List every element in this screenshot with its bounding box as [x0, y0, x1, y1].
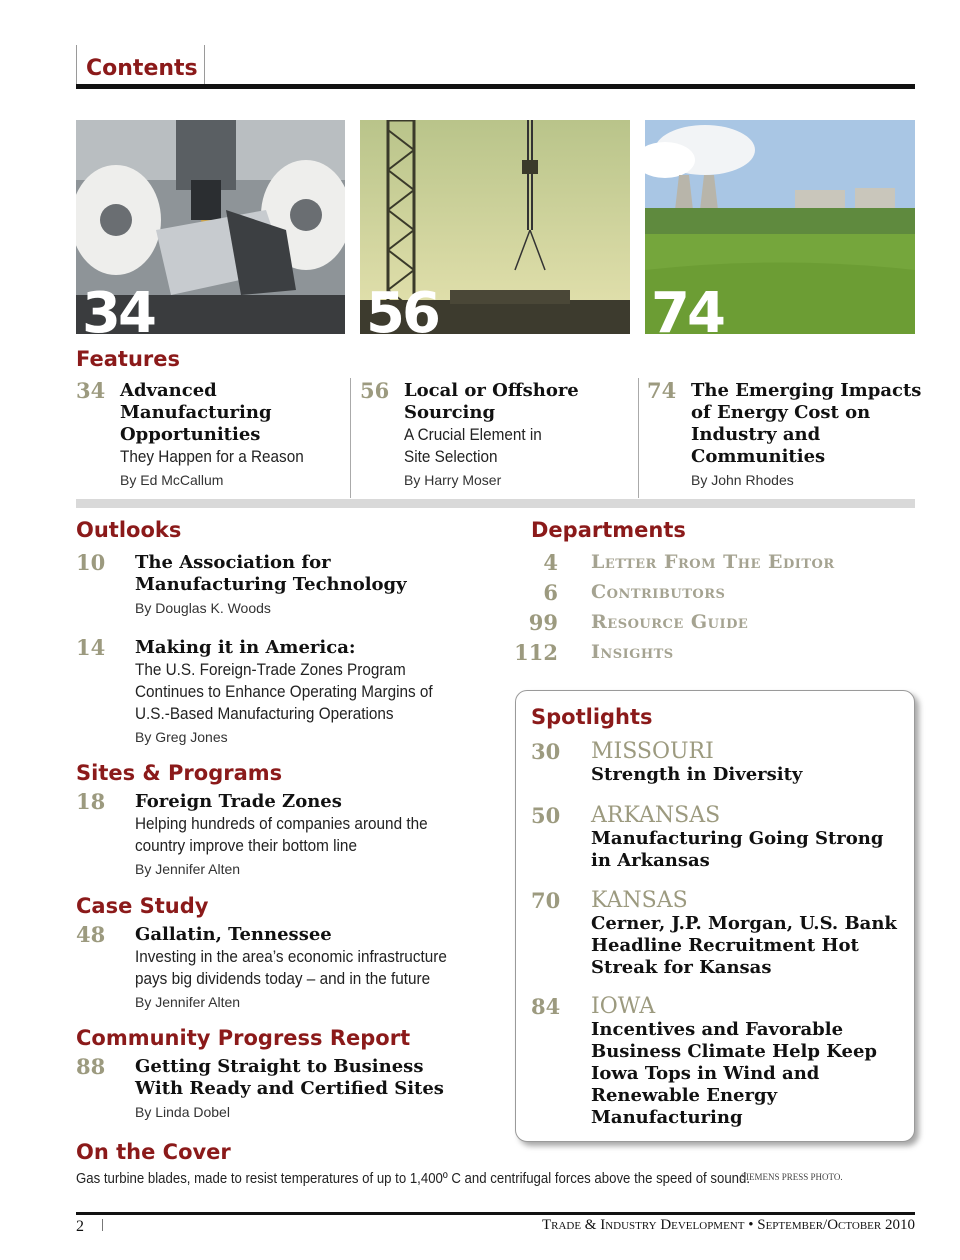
spotlight-state: ARKANSAS — [591, 803, 721, 828]
article-title-line: Manufacturing Going Strong — [591, 828, 884, 849]
spotlight-page-number: 70 — [531, 888, 561, 913]
article-title-line: Manufacturing — [591, 1107, 743, 1128]
header-rule — [76, 84, 915, 89]
article-title-line: Local or Offshore — [404, 380, 579, 401]
community-article[interactable] — [135, 1056, 444, 1120]
feature-photo-number: 56 — [366, 281, 438, 334]
case-study-heading: Case Study — [76, 894, 209, 918]
article-title-line: The Association for — [135, 552, 331, 573]
department-page-number: 4 — [543, 550, 558, 575]
article-title-line: Renewable Energy — [591, 1085, 778, 1106]
feature-page-number: 74 — [647, 378, 677, 403]
article-title-line: Cerner, J.P. Morgan, U.S. Bank — [591, 913, 897, 934]
case-study-article[interactable] — [135, 924, 481, 1010]
footer-rule — [76, 1212, 915, 1215]
article-byline: By Jennifer Alten — [135, 861, 241, 877]
article-title-line: in Arkansas — [591, 850, 710, 871]
spotlight-state: IOWA — [591, 994, 656, 1019]
spotlight-missouri[interactable] — [591, 739, 802, 786]
article-byline: By Jennifer Alten — [135, 994, 241, 1010]
outlook-page-number: 14 — [76, 635, 106, 660]
article-title: Gallatin, Tennessee — [135, 924, 332, 945]
column-divider — [350, 378, 351, 498]
spotlight-page-number: 84 — [531, 994, 561, 1019]
article-byline: By Greg Jones — [135, 729, 228, 745]
department-letter-from-editor[interactable]: Letter From The Editor — [591, 551, 835, 573]
photo-cooling-towers[interactable] — [645, 120, 915, 334]
article-title-line: With Ready and Certified Sites — [135, 1078, 444, 1099]
article-title-line: Sourcing — [404, 402, 496, 423]
article-title-line: of Energy Cost on — [691, 402, 871, 423]
article-byline: By Linda Dobel — [135, 1104, 230, 1120]
sites-heading: Sites & Programs — [76, 761, 283, 785]
spotlight-page-number: 50 — [531, 803, 561, 828]
article-title-line: Iowa Tops in Wind and — [591, 1063, 820, 1084]
outlook-article[interactable] — [135, 552, 407, 616]
publication-name: Trade & Industry Development — [541, 1217, 745, 1233]
spotlight-kansas[interactable] — [591, 888, 897, 979]
page-number: 2 — [76, 1218, 84, 1235]
department-page-number: 112 — [514, 640, 558, 665]
feature-photo-number: 74 — [651, 281, 723, 334]
photo-construction-crane[interactable] — [360, 120, 630, 334]
case-study-page-number: 48 — [76, 922, 106, 947]
article-title-line: The Emerging Impacts — [691, 380, 922, 401]
issue-date: September/October 2010 — [757, 1217, 915, 1233]
feature-article[interactable] — [404, 380, 579, 488]
photo-cnc-machine[interactable] — [76, 120, 345, 334]
feature-page-number: 56 — [360, 378, 390, 403]
article-subtitle-line: A Crucial Element in — [404, 425, 542, 444]
article-subtitle-line: Continues to Enhance Operating Margins of — [135, 682, 433, 701]
article-title-line: Making it in America: — [135, 637, 356, 658]
department-page-number: 99 — [528, 610, 558, 635]
spotlight-arkansas[interactable] — [591, 803, 883, 872]
cover-heading: On the Cover — [76, 1140, 231, 1164]
article-title-line: Opportunities — [120, 424, 261, 445]
department-resource-guide[interactable]: Resource Guide — [591, 611, 749, 633]
article-subtitle-line: Investing in the area’s economic infrastructure — [135, 947, 447, 966]
article-title-line: Business Climate Help Keep — [591, 1041, 877, 1062]
cover-caption: Gas turbine blades, made to resist temperatures of up to 1,400º C and centrifugal forces above the speed of sound. — [76, 1170, 751, 1187]
column-divider — [638, 378, 639, 498]
page-title: Contents — [86, 56, 198, 81]
article-title-line: Strength in Diversity — [591, 764, 803, 785]
footer-divider — [102, 1219, 103, 1231]
outlook-page-number: 10 — [76, 550, 106, 575]
article-subtitle-line: The U.S. Foreign-Trade Zones Program — [135, 660, 406, 679]
article-title-line: Manufacturing — [120, 402, 272, 423]
outlook-article[interactable] — [135, 637, 466, 745]
spotlight-state: KANSAS — [591, 888, 688, 913]
article-subtitle-line: country improve their bottom line — [135, 836, 357, 855]
article-title-line: Industry and — [691, 424, 821, 445]
sites-page-number: 18 — [76, 789, 106, 814]
spotlight-iowa[interactable] — [591, 994, 877, 1129]
article-byline: By Ed McCallum — [120, 472, 224, 488]
article-title-line: Manufacturing Technology — [135, 574, 407, 595]
article-title-line: Communities — [691, 446, 826, 467]
departments-heading: Departments — [531, 518, 686, 542]
article-subtitle-line: Helping hundreds of companies around the — [135, 814, 428, 833]
feature-page-number: 34 — [76, 378, 106, 403]
article-subtitle-line: Site Selection — [404, 447, 498, 466]
feature-article[interactable] — [691, 380, 921, 488]
article-title-line: Advanced — [120, 380, 217, 401]
community-page-number: 88 — [76, 1054, 106, 1079]
department-insights[interactable]: Insights — [591, 641, 674, 663]
outlooks-heading: Outlooks — [76, 518, 182, 542]
article-subtitle-line: U.S.-Based Manufacturing Operations — [135, 704, 394, 723]
features-heading: Features — [76, 347, 180, 371]
spotlight-state: MISSOURI — [591, 739, 714, 764]
article-byline: By John Rhodes — [691, 472, 794, 488]
article-title-line: Incentives and Favorable — [591, 1019, 844, 1040]
features-rule — [76, 499, 915, 508]
article-title-line: Headline Recruitment Hot — [591, 935, 859, 956]
sites-article[interactable] — [135, 791, 460, 877]
spotlights-heading: Spotlights — [531, 705, 653, 729]
article-title-line: Streak for Kansas — [591, 957, 772, 978]
footer-separator: • — [748, 1217, 754, 1233]
article-title: Foreign Trade Zones — [135, 791, 342, 812]
article-title-line: Getting Straight to Business — [135, 1056, 424, 1077]
department-contributors[interactable]: Contributors — [591, 581, 726, 603]
article-byline: By Douglas K. Woods — [135, 600, 271, 616]
footer-publication-line — [542, 1217, 915, 1234]
article-subtitle-line: pays big dividends today – and in the future — [135, 969, 431, 988]
article-subtitle-line: They Happen for a Reason — [120, 447, 304, 466]
department-page-number: 6 — [543, 580, 558, 605]
spotlight-page-number: 30 — [531, 739, 561, 764]
feature-article[interactable] — [120, 380, 324, 488]
cover-credit: SIEMENS PRESS PHOTO. — [741, 1172, 843, 1182]
feature-photo-number: 34 — [82, 281, 154, 334]
article-byline: By Harry Moser — [404, 472, 502, 488]
community-heading: Community Progress Report — [76, 1026, 411, 1050]
